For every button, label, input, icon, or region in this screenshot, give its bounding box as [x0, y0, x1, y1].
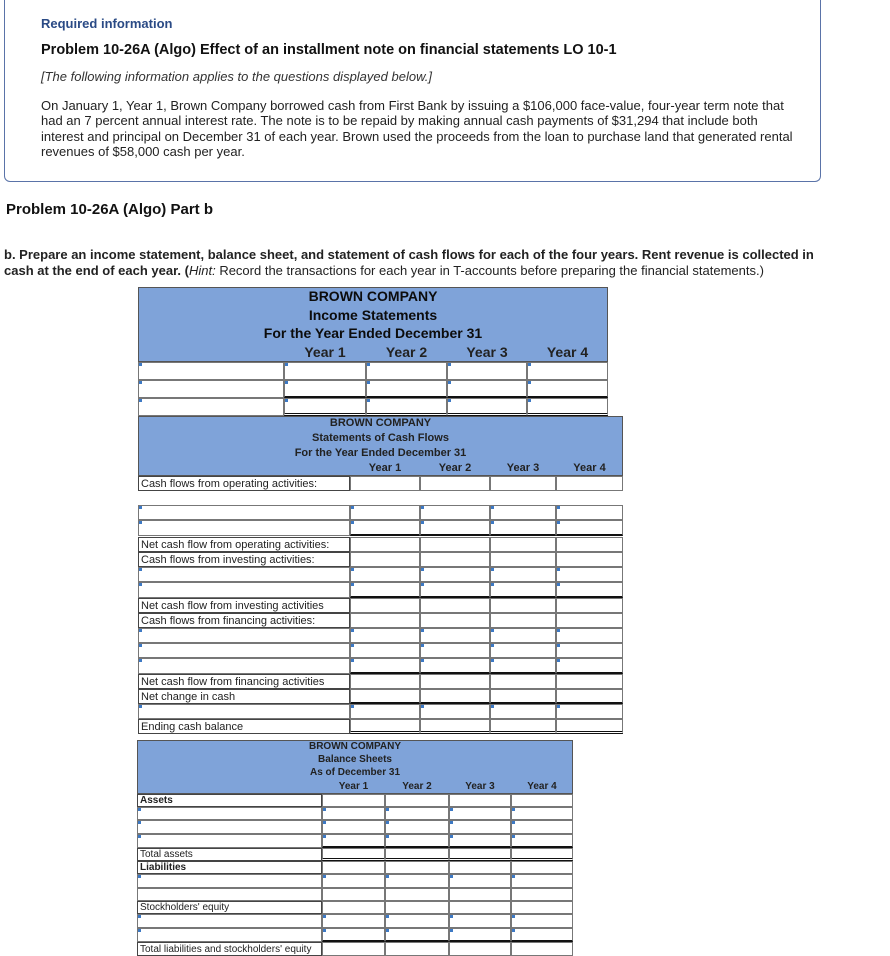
is-row-1-year-3-input[interactable] — [447, 362, 527, 380]
bs-eq-row-1-y2-input[interactable] — [385, 914, 449, 928]
cf-operating-y1 — [350, 476, 420, 491]
cf-inv-row-2-y3-input[interactable] — [490, 582, 556, 598]
cf-op-row-2-y4-input[interactable] — [556, 520, 623, 536]
cf-investing-y2 — [420, 552, 490, 567]
is-row-1-year-2-input[interactable] — [366, 362, 447, 380]
bs-liabilities-y1 — [322, 861, 385, 874]
is-year-3: Year 3 — [466, 344, 508, 360]
bs-eq-row-2-y1-input[interactable] — [322, 928, 385, 942]
cf-fin-row-1-y3-input[interactable] — [490, 628, 556, 643]
bs-total-assets-label: Total assets — [137, 848, 322, 861]
cf-net-operating-y3 — [490, 537, 556, 552]
bs-liabilities-y4 — [511, 861, 573, 874]
bs-total-assets-y1 — [322, 848, 385, 861]
is-year-4: Year 4 — [546, 344, 589, 360]
bs-assets-label: Assets — [137, 794, 322, 807]
cf-inv-row-1-label-input[interactable] — [138, 567, 350, 582]
part-instructions — [4, 247, 824, 278]
cf-fin-row-2-y1-input[interactable] — [350, 643, 420, 658]
cf-inv-row-1-y4-input[interactable] — [556, 567, 623, 582]
bs-liabilities-y2 — [385, 861, 449, 874]
cf-fin-row-2-y4-input[interactable] — [556, 643, 623, 658]
cf-financing-y1 — [350, 613, 420, 628]
bs-eq-row-1-y3-input[interactable] — [449, 914, 511, 928]
is-row-3-year-3-input[interactable] — [447, 398, 527, 416]
cf-year-3: Year 3 — [506, 462, 540, 474]
cf-financing-y3 — [490, 613, 556, 628]
cf-beginning-y1-input[interactable] — [350, 704, 420, 719]
bs-asset-row-2-y2-input[interactable] — [385, 820, 449, 834]
cf-inv-row-2-y1-input[interactable] — [350, 582, 420, 598]
cf-net-operating-label: Net cash flow from operating activities: — [138, 537, 350, 552]
bs-liab-row-1-y4-input[interactable] — [511, 874, 573, 888]
hint-label: Hint: — [188, 262, 216, 278]
bs-equity-y1 — [322, 901, 385, 914]
applies-note: [The following information applies to the questions displayed below.] — [41, 69, 432, 84]
part-label: b. Prepare an income statement, balance sheet, and statement of cash flows for each of the four years. Rent revenue is collected in cash at the end of each year. ( — [4, 247, 814, 278]
cf-fin-row-3-label-input[interactable] — [138, 658, 350, 674]
cf-beginning-y3-input[interactable] — [490, 704, 556, 719]
bs-liab-row-1-y1-input[interactable] — [322, 874, 385, 888]
bs-liabilities-y3 — [449, 861, 511, 874]
cf-fin-row-3-y3-input[interactable] — [490, 658, 556, 674]
cf-inv-row-2-y2-input[interactable] — [420, 582, 490, 598]
bs-total-assets-y4 — [511, 848, 573, 861]
bs-asset-row-1-y4-input[interactable] — [511, 807, 573, 820]
bs-equity-y2 — [385, 901, 449, 914]
bs-total-assets-y2 — [385, 848, 449, 861]
bs-title: Balance Sheets — [318, 754, 392, 765]
cf-operating-y2 — [420, 476, 490, 491]
bs-asset-row-2-y3-input[interactable] — [449, 820, 511, 834]
bs-asset-row-1-y3-input[interactable] — [449, 807, 511, 820]
cf-ending-y2 — [420, 719, 490, 734]
cf-net-change-y3 — [490, 689, 556, 704]
bs-asset-row-2-y1-input[interactable] — [322, 820, 385, 834]
scenario-text: On January 1, Year 1, Brown Company borrowed cash from First Bank by issuing a $106,000 face-value, four-year term note that had an 7 percent annual interest rate. The note is to be repaid by making annual cash payments of $31,294 that include both interest and principal on December 31 of each year. Brown used the proceeds from the loan to purchase land that generated rental revenues of $58,000 cash per year. — [41, 98, 793, 160]
cf-fin-row-2-y3-input[interactable] — [490, 643, 556, 658]
cf-investing-y3 — [490, 552, 556, 567]
bs-asset-row-3-y1-input[interactable] — [322, 834, 385, 848]
cf-net-financing-y2 — [420, 674, 490, 689]
bs-asset-row-1-label-input[interactable] — [137, 807, 322, 820]
bs-assets-y1 — [322, 794, 385, 807]
bs-eq-row-1-y4-input[interactable] — [511, 914, 573, 928]
cf-net-financing-y4 — [556, 674, 623, 689]
cf-investing-y4 — [556, 552, 623, 567]
bs-asset-row-3-label-input[interactable] — [137, 834, 322, 848]
cf-fin-row-1-label-input[interactable] — [138, 628, 350, 643]
cf-fin-row-3-y4-input[interactable] — [556, 658, 623, 674]
bs-year-3: Year 3 — [465, 781, 495, 792]
bs-liab-row-2-y1 — [322, 888, 385, 901]
bs-asset-row-3-y3-input[interactable] — [449, 834, 511, 848]
is-row-3-label-input[interactable] — [138, 398, 284, 416]
cf-net-change-y4 — [556, 689, 623, 704]
bs-liab-row-1-y3-input[interactable] — [449, 874, 511, 888]
part-title: Problem 10-26A (Algo) Part b — [6, 201, 213, 218]
is-year-2: Year 2 — [385, 344, 428, 360]
cf-fin-row-1-y2-input[interactable] — [420, 628, 490, 643]
bs-total-le-label: Total liabilities and stockholders' equity — [137, 942, 322, 956]
cf-net-financing-label: Net cash flow from financing activities — [138, 674, 350, 689]
bs-total-assets-y3 — [449, 848, 511, 861]
cf-beginning-y4-input[interactable] — [556, 704, 623, 719]
bs-total-le-y1 — [322, 942, 385, 956]
cf-fin-row-1-y1-input[interactable] — [350, 628, 420, 643]
cf-op-row-1-y2-input[interactable] — [420, 505, 490, 520]
cf-financing-y2 — [420, 613, 490, 628]
cf-title: Statements of Cash Flows — [312, 432, 449, 444]
cf-fin-row-2-label-input[interactable] — [138, 643, 350, 658]
cf-op-row-1-label-input[interactable] — [138, 505, 350, 520]
cf-beginning-y2-input[interactable] — [420, 704, 490, 719]
bs-year-4: Year 4 — [527, 781, 557, 792]
bs-liab-row-2-y3 — [449, 888, 511, 901]
bs-equity-y3 — [449, 901, 511, 914]
bs-asset-row-2-y4-input[interactable] — [511, 820, 573, 834]
cf-net-investing-label: Net cash flow from investing activities — [138, 598, 350, 613]
cf-net-operating-y1 — [350, 537, 420, 552]
cf-period: For the Year Ended December 31 — [294, 447, 467, 459]
is-row-3-year-1-input[interactable] — [284, 398, 366, 416]
bs-total-le-y2 — [385, 942, 449, 956]
cf-net-investing-y1 — [350, 598, 420, 613]
cf-operating-label: Cash flows from operating activities: — [138, 476, 350, 491]
cf-ending-y4 — [556, 719, 623, 734]
cf-company: BROWN COMPANY — [329, 417, 432, 429]
bs-liab-row-1-label-input[interactable] — [137, 874, 322, 888]
bs-liab-row-2-y2 — [385, 888, 449, 901]
cf-op-row-2-y3-input[interactable] — [490, 520, 556, 536]
cf-net-investing-y3 — [490, 598, 556, 613]
cf-inv-row-1-y1-input[interactable] — [350, 567, 420, 582]
cf-fin-row-3-y2-input[interactable] — [420, 658, 490, 674]
cf-financing-y4 — [556, 613, 623, 628]
bs-liab-row-1-y2-input[interactable] — [385, 874, 449, 888]
cf-financing-label: Cash flows from financing activities: — [138, 613, 350, 628]
is-year-1: Year 1 — [304, 344, 346, 360]
is-row-2-year-3-input[interactable] — [447, 380, 527, 398]
cf-op-row-1-y3-input[interactable] — [490, 505, 556, 520]
required-info-label: Required information — [41, 16, 173, 31]
bs-eq-row-1-label-input[interactable] — [137, 914, 322, 928]
bs-year-1: Year 1 — [338, 781, 369, 792]
is-period: For the Year Ended December 31 — [138, 324, 608, 342]
cf-net-change-y1 — [350, 689, 420, 704]
bs-assets-y2 — [385, 794, 449, 807]
cf-op-row-2-y2-input[interactable] — [420, 520, 490, 536]
cf-inv-row-2-label-input[interactable] — [138, 582, 350, 598]
is-row-2-year-4-input[interactable] — [527, 380, 608, 398]
bs-company: BROWN COMPANY — [308, 741, 402, 752]
cf-beginning-label-input[interactable] — [138, 704, 350, 719]
cf-investing-y1 — [350, 552, 420, 567]
cf-net-change-y2 — [420, 689, 490, 704]
bs-liab-row-2-label — [137, 888, 322, 901]
cf-fin-row-3-y1-input[interactable] — [350, 658, 420, 674]
cf-ending-label: Ending cash balance — [138, 719, 350, 734]
bs-total-le-y4 — [511, 942, 573, 956]
bs-eq-row-2-y4-input[interactable] — [511, 928, 573, 942]
cf-operating-y3 — [490, 476, 556, 491]
is-row-2-year-1-input[interactable] — [284, 380, 366, 398]
cf-op-row-1-y4-input[interactable] — [556, 505, 623, 520]
bs-assets-y4 — [511, 794, 573, 807]
is-company: BROWN COMPANY — [138, 287, 608, 306]
problem-title: Problem 10-26A (Algo) Effect of an installment note on financial statements LO 10-1 — [41, 42, 617, 58]
cf-operating-y4 — [556, 476, 623, 491]
hint-text: Record the transactions for each year in T-accounts before preparing the financial statements.) — [215, 262, 764, 278]
is-row-3-year-2-input[interactable] — [366, 398, 447, 416]
cf-ending-y3 — [490, 719, 556, 734]
bs-eq-row-2-y3-input[interactable] — [449, 928, 511, 942]
is-row-3-year-4-input[interactable] — [527, 398, 608, 416]
bs-asset-row-3-y2-input[interactable] — [385, 834, 449, 848]
cf-net-operating-y4 — [556, 537, 623, 552]
bs-eq-row-1-y1-input[interactable] — [322, 914, 385, 928]
cf-net-change-label: Net change in cash — [138, 689, 350, 704]
is-row-1-year-1-input[interactable] — [284, 362, 366, 380]
cf-year-2: Year 2 — [438, 462, 472, 474]
cf-op-row-2-y1-input[interactable] — [350, 520, 420, 536]
cf-op-row-1-y1-input[interactable] — [350, 505, 420, 520]
bs-asset-row-1-y1-input[interactable] — [322, 807, 385, 820]
bs-equity-label: Stockholders' equity — [137, 901, 322, 914]
cf-inv-row-1-y2-input[interactable] — [420, 567, 490, 582]
cf-net-operating-y2 — [420, 537, 490, 552]
bs-eq-row-2-label-input[interactable] — [137, 928, 322, 942]
bs-asset-row-2-label-input[interactable] — [137, 820, 322, 834]
bs-eq-row-2-y2-input[interactable] — [385, 928, 449, 942]
bs-liabilities-label: Liabilities — [137, 861, 322, 874]
cf-ending-y1 — [350, 719, 420, 734]
cf-fin-row-2-y2-input[interactable] — [420, 643, 490, 658]
cf-inv-row-1-y3-input[interactable] — [490, 567, 556, 582]
bs-liab-row-2-y4 — [511, 888, 573, 901]
cf-fin-row-1-y4-input[interactable] — [556, 628, 623, 643]
cf-net-investing-y4 — [556, 598, 623, 613]
is-row-1-label-input[interactable] — [138, 362, 284, 380]
cf-inv-row-2-y4-input[interactable] — [556, 582, 623, 598]
is-title: Income Statements — [138, 306, 608, 324]
is-row-2-year-2-input[interactable] — [366, 380, 447, 398]
bs-asset-row-3-y4-input[interactable] — [511, 834, 573, 848]
bs-period: As of December 31 — [309, 767, 401, 778]
bs-assets-y3 — [449, 794, 511, 807]
cf-investing-label: Cash flows from investing activities: — [138, 552, 350, 567]
bs-equity-y4 — [511, 901, 573, 914]
cf-net-financing-y1 — [350, 674, 420, 689]
bs-asset-row-1-y2-input[interactable] — [385, 807, 449, 820]
cf-year-1: Year 1 — [368, 462, 402, 474]
cf-year-4: Year 4 — [573, 462, 606, 474]
is-row-2-label-input[interactable] — [138, 380, 284, 398]
bs-year-2: Year 2 — [402, 781, 432, 792]
cf-net-financing-y3 — [490, 674, 556, 689]
cf-net-investing-y2 — [420, 598, 490, 613]
is-row-1-year-4-input[interactable] — [527, 362, 608, 380]
bs-total-le-y3 — [449, 942, 511, 956]
cf-op-row-2-label-input[interactable] — [138, 520, 350, 536]
